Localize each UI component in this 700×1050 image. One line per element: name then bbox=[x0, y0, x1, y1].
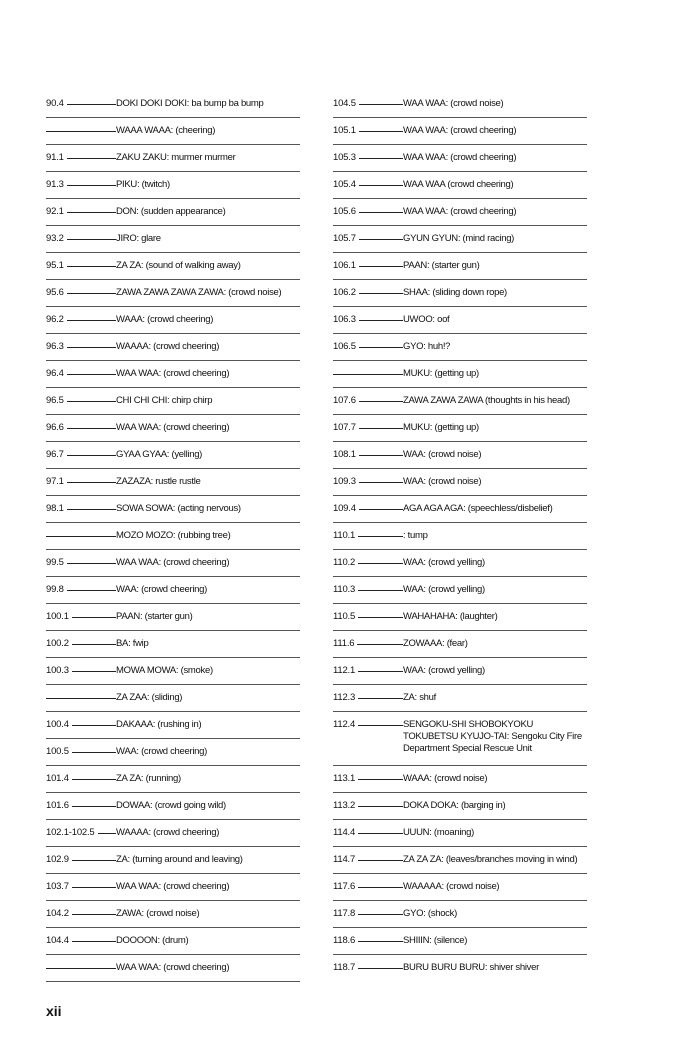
page-number: xii bbox=[46, 1003, 62, 1019]
glossary-entry bbox=[333, 658, 587, 685]
glossary-entry bbox=[46, 631, 300, 658]
leader-rule bbox=[358, 671, 403, 672]
sound-effect-translation: SENGOKU-SHI SHOBOKYOKU TOKUBETSU KYUJO-TAI: Sengoku City Fire Department Special Rescue Unit bbox=[403, 719, 582, 754]
glossary-entry bbox=[46, 739, 300, 766]
sound-effect-translation: AGA AGA AGA: (speechless/disbelief) bbox=[403, 503, 553, 514]
glossary-entry bbox=[333, 955, 587, 982]
page-reference: 96.3 bbox=[46, 341, 64, 352]
leader-rule bbox=[67, 266, 116, 267]
sound-effect-translation: ZAWA: (crowd noise) bbox=[116, 908, 200, 919]
leader-rule bbox=[72, 806, 116, 807]
page-reference: 105.6 bbox=[333, 206, 356, 217]
leader-rule bbox=[359, 239, 403, 240]
leader-rule bbox=[67, 320, 116, 321]
sound-effect-translation: DOKA DOKA: (barging in) bbox=[403, 800, 506, 811]
sound-effect-translation: WAA WAA: (crowd cheering) bbox=[116, 368, 230, 379]
leader-rule bbox=[359, 428, 403, 429]
sound-effect-translation: DOKI DOKI DOKI: ba bump ba bump bbox=[116, 98, 264, 109]
leader-rule bbox=[72, 914, 116, 915]
glossary-entry bbox=[46, 874, 300, 901]
glossary-entry bbox=[46, 415, 300, 442]
page-reference: 96.5 bbox=[46, 395, 64, 406]
leader-rule bbox=[67, 401, 116, 402]
leader-rule bbox=[98, 833, 116, 834]
glossary-entry bbox=[46, 658, 300, 685]
page-reference: 118.6 bbox=[333, 935, 356, 946]
glossary-entry bbox=[46, 253, 300, 280]
sound-effect-translation: DAKAAA: (rushing in) bbox=[116, 719, 202, 730]
leader-rule bbox=[67, 374, 116, 375]
page-reference: 103.7 bbox=[46, 881, 69, 892]
leader-rule bbox=[358, 941, 403, 942]
page-reference: 107.7 bbox=[333, 422, 356, 433]
page-reference: 96.7 bbox=[46, 449, 64, 460]
glossary-entry bbox=[333, 307, 587, 334]
glossary-entry bbox=[333, 118, 587, 145]
leader-rule bbox=[46, 536, 116, 537]
glossary-entry bbox=[333, 604, 587, 631]
glossary-entry bbox=[333, 523, 587, 550]
page-reference: 114.4 bbox=[333, 827, 356, 838]
leader-rule bbox=[72, 725, 116, 726]
leader-rule bbox=[46, 698, 116, 699]
sound-effect-translation: WAAA: (crowd cheering) bbox=[116, 314, 214, 325]
page-reference: 105.3 bbox=[333, 152, 356, 163]
glossary-entry bbox=[46, 577, 300, 604]
sound-effect-translation: WAA WAA: (crowd cheering) bbox=[116, 557, 230, 568]
page-reference: 96.4 bbox=[46, 368, 64, 379]
leader-rule bbox=[67, 482, 116, 483]
page-reference: 117.8 bbox=[333, 908, 356, 919]
page-reference: 100.1 bbox=[46, 611, 69, 622]
sound-effect-translation: WAAAA: (crowd cheering) bbox=[116, 827, 220, 838]
leader-rule bbox=[72, 887, 116, 888]
sound-effect-translation: ZA ZA ZA: (leaves/branches moving in wind) bbox=[403, 854, 578, 865]
page-reference: 114.7 bbox=[333, 854, 356, 865]
glossary-entry bbox=[333, 145, 587, 172]
glossary-entry bbox=[333, 226, 587, 253]
sound-effect-translation: UUUN: (moaning) bbox=[403, 827, 474, 838]
glossary-entry bbox=[46, 334, 300, 361]
glossary-entry bbox=[46, 523, 300, 550]
sound-effect-translation: WAA WAA: (crowd cheering) bbox=[116, 881, 230, 892]
left-column bbox=[46, 91, 300, 982]
sound-effect-translation: BA: fwip bbox=[116, 638, 149, 649]
leader-rule bbox=[72, 860, 116, 861]
page-reference: 106.3 bbox=[333, 314, 356, 325]
leader-rule bbox=[359, 347, 403, 348]
page-reference: 106.2 bbox=[333, 287, 356, 298]
page-reference: 117.6 bbox=[333, 881, 356, 892]
page-reference: 109.4 bbox=[333, 503, 356, 514]
glossary-entry bbox=[333, 172, 587, 199]
sound-effect-translation: ZA: shuf bbox=[403, 692, 436, 703]
glossary-entry bbox=[333, 199, 587, 226]
page-reference: 100.4 bbox=[46, 719, 69, 730]
page-reference: 100.2 bbox=[46, 638, 69, 649]
leader-rule bbox=[67, 509, 116, 510]
glossary-entry bbox=[46, 91, 300, 118]
sound-effect-translation: SOWA SOWA: (acting nervous) bbox=[116, 503, 241, 514]
glossary-entry bbox=[333, 820, 587, 847]
leader-rule bbox=[72, 752, 116, 753]
leader-rule bbox=[72, 671, 116, 672]
leader-rule bbox=[358, 914, 403, 915]
leader-rule bbox=[72, 941, 116, 942]
sound-effect-translation: PAAN: (starter gun) bbox=[116, 611, 193, 622]
leader-rule bbox=[358, 860, 403, 861]
glossary-entry bbox=[333, 928, 587, 955]
right-column bbox=[333, 91, 587, 982]
sound-effect-translation: DON: (sudden appearance) bbox=[116, 206, 226, 217]
sound-effect-translation: GYUN GYUN: (mind racing) bbox=[403, 233, 515, 244]
sound-effect-translation: WAA WAA: (crowd cheering) bbox=[403, 206, 517, 217]
page-reference: 104.4 bbox=[46, 935, 69, 946]
page-reference: 95.6 bbox=[46, 287, 64, 298]
sound-effect-translation: WAA: (crowd cheering) bbox=[116, 584, 208, 595]
leader-rule bbox=[67, 212, 116, 213]
page-reference: 99.5 bbox=[46, 557, 64, 568]
page-reference: 95.1 bbox=[46, 260, 64, 271]
sound-effect-translation: GYO: (shock) bbox=[403, 908, 457, 919]
leader-rule bbox=[358, 698, 403, 699]
page-reference: 107.6 bbox=[333, 395, 356, 406]
page-reference: 96.2 bbox=[46, 314, 64, 325]
leader-rule bbox=[358, 779, 403, 780]
leader-rule bbox=[67, 347, 116, 348]
page-reference: 102.9 bbox=[46, 854, 69, 865]
page-reference: 100.5 bbox=[46, 746, 69, 757]
page-reference: 113.2 bbox=[333, 800, 356, 811]
page-reference: 100.3 bbox=[46, 665, 69, 676]
glossary-entry bbox=[333, 361, 587, 388]
glossary-entry bbox=[333, 847, 587, 874]
sound-effect-translation: MUKU: (getting up) bbox=[403, 422, 479, 433]
sound-effect-translation: ZA: (turning around and leaving) bbox=[116, 854, 243, 865]
sound-effect-translation: DOWAA: (crowd going wild) bbox=[116, 800, 226, 811]
page-reference: 104.5 bbox=[333, 98, 356, 109]
leader-rule bbox=[67, 428, 116, 429]
glossary-entry bbox=[333, 253, 587, 280]
sound-effect-translation: DOOOON: (drum) bbox=[116, 935, 189, 946]
leader-rule bbox=[358, 617, 403, 618]
page-reference: 91.3 bbox=[46, 179, 64, 190]
page-reference: 105.1 bbox=[333, 125, 356, 136]
glossary-entry bbox=[333, 469, 587, 496]
page-reference: 110.3 bbox=[333, 584, 356, 595]
leader-rule bbox=[67, 185, 116, 186]
sound-effect-translation: ZOWAAA: (fear) bbox=[403, 638, 468, 649]
glossary-entry bbox=[46, 928, 300, 955]
glossary-entry bbox=[46, 226, 300, 253]
sound-effect-translation: WAAAA: (crowd cheering) bbox=[116, 341, 220, 352]
sound-effect-translation: ZAZAZA: rustle rustle bbox=[116, 476, 201, 487]
page-reference: 101.6 bbox=[46, 800, 69, 811]
leader-rule bbox=[67, 590, 116, 591]
sound-effect-translation: ZAKU ZAKU: murmer murmer bbox=[116, 152, 236, 163]
leader-rule bbox=[359, 212, 403, 213]
leader-rule bbox=[359, 158, 403, 159]
sound-effect-translation: WAA WAA: (crowd cheering) bbox=[403, 125, 517, 136]
sound-effect-translation: JIRO: glare bbox=[116, 233, 161, 244]
leader-rule bbox=[358, 887, 403, 888]
leader-rule bbox=[333, 374, 403, 375]
glossary-entry bbox=[333, 577, 587, 604]
page-reference: 97.1 bbox=[46, 476, 64, 487]
sound-effect-translation: GYO: huh!? bbox=[403, 341, 451, 352]
leader-rule bbox=[359, 401, 403, 402]
glossary-entry bbox=[46, 442, 300, 469]
sound-effect-translation: PIKU: (twitch) bbox=[116, 179, 170, 190]
sound-effect-translation: SHAA: (sliding down rope) bbox=[403, 287, 507, 298]
sound-effect-translation: CHI CHI CHI: chirp chirp bbox=[116, 395, 213, 406]
sound-effect-translation: WAA: (crowd cheering) bbox=[116, 746, 208, 757]
glossary-entry bbox=[333, 685, 587, 712]
glossary-entry bbox=[46, 793, 300, 820]
sound-effect-translation: ZA ZAA: (sliding) bbox=[116, 692, 183, 703]
leader-rule bbox=[67, 293, 116, 294]
glossary-entry bbox=[46, 550, 300, 577]
glossary-entry bbox=[333, 415, 587, 442]
sound-effect-translation: PAAN: (starter gun) bbox=[403, 260, 480, 271]
sound-effect-translation: WAA WAA: (crowd noise) bbox=[403, 98, 504, 109]
glossary-entry bbox=[46, 496, 300, 523]
glossary-entry bbox=[46, 901, 300, 928]
glossary-entry bbox=[333, 91, 587, 118]
page-reference: 90.4 bbox=[46, 98, 64, 109]
leader-rule bbox=[358, 590, 403, 591]
leader-rule bbox=[46, 968, 116, 969]
page-reference: 91.1 bbox=[46, 152, 64, 163]
glossary-entry bbox=[333, 550, 587, 577]
leader-rule bbox=[67, 158, 116, 159]
glossary-entry bbox=[333, 388, 587, 415]
glossary-entry bbox=[46, 820, 300, 847]
sound-effect-translation: ZA ZA: (sound of walking away) bbox=[116, 260, 241, 271]
page-reference: 98.1 bbox=[46, 503, 64, 514]
glossary-entry bbox=[333, 793, 587, 820]
leader-rule bbox=[358, 806, 403, 807]
glossary-entry bbox=[46, 118, 300, 145]
page-reference: 92.1 bbox=[46, 206, 64, 217]
leader-rule bbox=[359, 455, 403, 456]
page-reference: 113.1 bbox=[333, 773, 356, 784]
leader-rule bbox=[67, 239, 116, 240]
glossary-entry bbox=[333, 901, 587, 928]
page-reference: 101.4 bbox=[46, 773, 69, 784]
glossary-entry bbox=[46, 766, 300, 793]
sound-effect-translation: BURU BURU BURU: shiver shiver bbox=[403, 962, 539, 973]
glossary-entry bbox=[46, 604, 300, 631]
page-reference: 110.2 bbox=[333, 557, 356, 568]
glossary-entry bbox=[46, 307, 300, 334]
sound-effect-translation: MOWA MOWA: (smoke) bbox=[116, 665, 213, 676]
leader-rule bbox=[359, 293, 403, 294]
leader-rule bbox=[357, 644, 403, 645]
page-reference: 106.5 bbox=[333, 341, 356, 352]
glossary-entry bbox=[333, 334, 587, 361]
sound-effect-translation: GYAA GYAA: (yelling) bbox=[116, 449, 203, 460]
page-reference: 111.6 bbox=[333, 638, 355, 649]
sound-effect-translation: WAA: (crowd noise) bbox=[403, 476, 482, 487]
glossary-entry bbox=[46, 145, 300, 172]
page-reference: 110.5 bbox=[333, 611, 356, 622]
glossary-entry bbox=[46, 172, 300, 199]
page-reference: 105.7 bbox=[333, 233, 356, 244]
sound-effect-translation: UWOO: oof bbox=[403, 314, 450, 325]
sound-effect-translation: WAA: (crowd yelling) bbox=[403, 665, 485, 676]
sound-effect-translation: WAAAAA: (crowd noise) bbox=[403, 881, 500, 892]
glossary-entry bbox=[46, 280, 300, 307]
sound-effect-translation: ZA ZA: (running) bbox=[116, 773, 181, 784]
glossary-entry bbox=[333, 280, 587, 307]
page-reference: 96.6 bbox=[46, 422, 64, 433]
page-reference: 93.2 bbox=[46, 233, 64, 244]
sound-effect-translation: ZAWA ZAWA ZAWA (thoughts in his head) bbox=[403, 395, 570, 406]
glossary-entry bbox=[333, 631, 587, 658]
sound-effect-translation: MOZO MOZO: (rubbing tree) bbox=[116, 530, 231, 541]
leader-rule bbox=[359, 509, 403, 510]
leader-rule bbox=[359, 131, 403, 132]
page-reference: 110.1 bbox=[333, 530, 356, 541]
page-reference: 102.1-102.5 bbox=[46, 827, 95, 838]
leader-rule bbox=[72, 617, 116, 618]
leader-rule bbox=[358, 563, 403, 564]
page-reference: 118.7 bbox=[333, 962, 356, 973]
page-reference: 112.4 bbox=[333, 719, 356, 730]
leader-rule bbox=[67, 104, 116, 105]
leader-rule bbox=[359, 185, 403, 186]
sound-effect-translation: WAA WAA: (crowd cheering) bbox=[116, 422, 230, 433]
glossary-entry bbox=[46, 199, 300, 226]
glossary-entry bbox=[333, 496, 587, 523]
sound-effect-translation: WAHAHAHA: (laughter) bbox=[403, 611, 498, 622]
page-reference: 99.8 bbox=[46, 584, 64, 595]
sound-effect-translation: WAA WAA (crowd cheering) bbox=[403, 179, 514, 190]
sound-effect-translation: WAA WAA: (crowd cheering) bbox=[116, 962, 230, 973]
page-reference: 109.3 bbox=[333, 476, 356, 487]
leader-rule bbox=[358, 536, 403, 537]
leader-rule bbox=[359, 482, 403, 483]
sound-effect-translation: WAA: (crowd yelling) bbox=[403, 584, 485, 595]
leader-rule bbox=[359, 266, 403, 267]
page-reference: 112.3 bbox=[333, 692, 356, 703]
page-reference: 112.1 bbox=[333, 665, 356, 676]
glossary-entry bbox=[46, 388, 300, 415]
glossary-entry bbox=[333, 766, 587, 793]
sound-effect-translation: WAA: (crowd noise) bbox=[403, 449, 482, 460]
glossary-entry bbox=[46, 685, 300, 712]
sound-effect-translation: WAA: (crowd yelling) bbox=[403, 557, 485, 568]
leader-rule bbox=[67, 563, 116, 564]
glossary-entry bbox=[46, 469, 300, 496]
page-reference: 105.4 bbox=[333, 179, 356, 190]
leader-rule bbox=[358, 725, 403, 726]
glossary-entry bbox=[333, 712, 587, 766]
leader-rule bbox=[358, 968, 403, 969]
sound-effect-translation: : tump bbox=[403, 530, 428, 541]
glossary-entry bbox=[46, 361, 300, 388]
glossary-entry bbox=[46, 955, 300, 982]
sound-effect-translation: SHIIIN: (silence) bbox=[403, 935, 468, 946]
glossary-entry bbox=[46, 847, 300, 874]
page-reference: 106.1 bbox=[333, 260, 356, 271]
leader-rule bbox=[359, 104, 403, 105]
leader-rule bbox=[67, 455, 116, 456]
sound-effect-translation: WAAA: (crowd noise) bbox=[403, 773, 488, 784]
leader-rule bbox=[46, 131, 116, 132]
glossary-entry bbox=[46, 712, 300, 739]
sound-effect-translation: ZAWA ZAWA ZAWA ZAWA: (crowd noise) bbox=[116, 287, 282, 298]
leader-rule bbox=[359, 320, 403, 321]
glossary-entry bbox=[333, 442, 587, 469]
sound-effect-translation: WAA WAA: (crowd cheering) bbox=[403, 152, 517, 163]
page-reference: 108.1 bbox=[333, 449, 356, 460]
leader-rule bbox=[358, 833, 403, 834]
leader-rule bbox=[72, 644, 116, 645]
sound-effect-translation: MUKU: (getting up) bbox=[403, 368, 479, 379]
page-reference: 104.2 bbox=[46, 908, 69, 919]
glossary-entry bbox=[333, 874, 587, 901]
sound-effect-translation: WAAA WAAA: (cheering) bbox=[116, 125, 216, 136]
leader-rule bbox=[72, 779, 116, 780]
